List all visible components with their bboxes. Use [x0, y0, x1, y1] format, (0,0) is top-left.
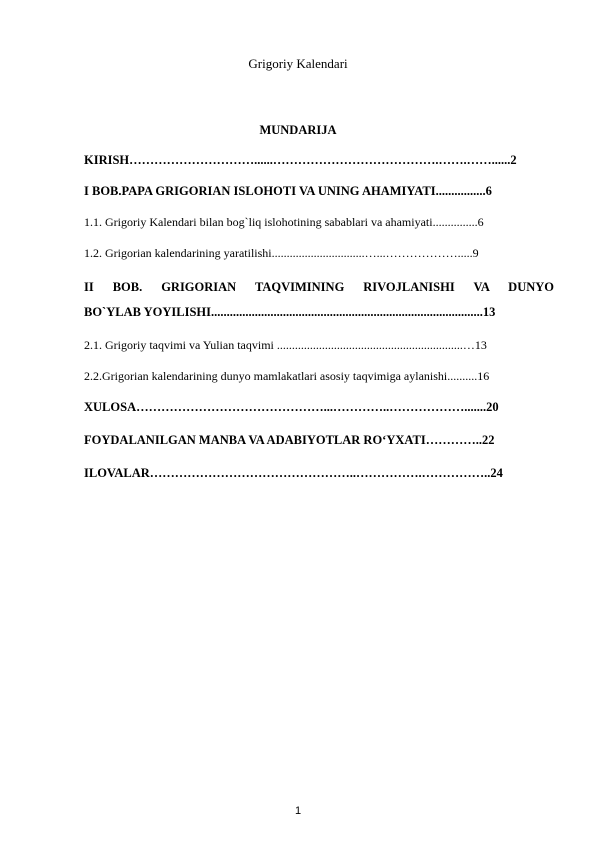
toc-entry-bibliography: FOYDALANILGAN MANBA VA ADABIYOTLAR RO‘YXATI…………..22 — [84, 433, 495, 447]
page-number: 1 — [294, 805, 302, 817]
toc-entry-xulosa: XULOSA………………………………………...…………..……………….......20 — [84, 400, 499, 414]
toc-entry-ilovalar: ILOVALAR…………………………………………..…………….……………..24 — [84, 466, 503, 480]
toc-entry-kirish: KIRISH…………………………......………………………………….…….……......2 — [84, 153, 517, 167]
toc-entry-section-1-1: 1.1. Grigoriy Kalendari bilan bog`liq islohotining sabablari va ahamiyati...............6 — [84, 215, 484, 229]
toc-entry-chapter-2-line-1: II BOB. GRIGORIAN TAQVIMINING RIVOJLANISHI VA DUNYO — [84, 280, 554, 294]
toc-entry-section-1-2: 1.2. Grigorian kalendarining yaratilishi...............................…...……………….....9 — [84, 246, 479, 260]
toc-entry-chapter-1: I BOB.PAPA GRIGORIAN ISLOHOTI VA UNING AHAMIYATI................6 — [84, 184, 492, 198]
page-header-title: Grigoriy Kalendari — [248, 56, 348, 71]
toc-entry-section-2-2: 2.2.Grigorian kalendarining dunyo mamlakatlari asosiy taqvimiga aylanishi..........16 — [84, 369, 490, 383]
toc-entry-chapter-2-line-2: BO`YLAB YOYILISHI.......................................................................................13 — [84, 305, 496, 319]
toc-heading: MUNDARIJA — [259, 123, 337, 137]
toc-entry-section-2-1: 2.1. Grigoriy taqvimi va Yulian taqvimi ..............................................................…13 — [84, 338, 487, 352]
